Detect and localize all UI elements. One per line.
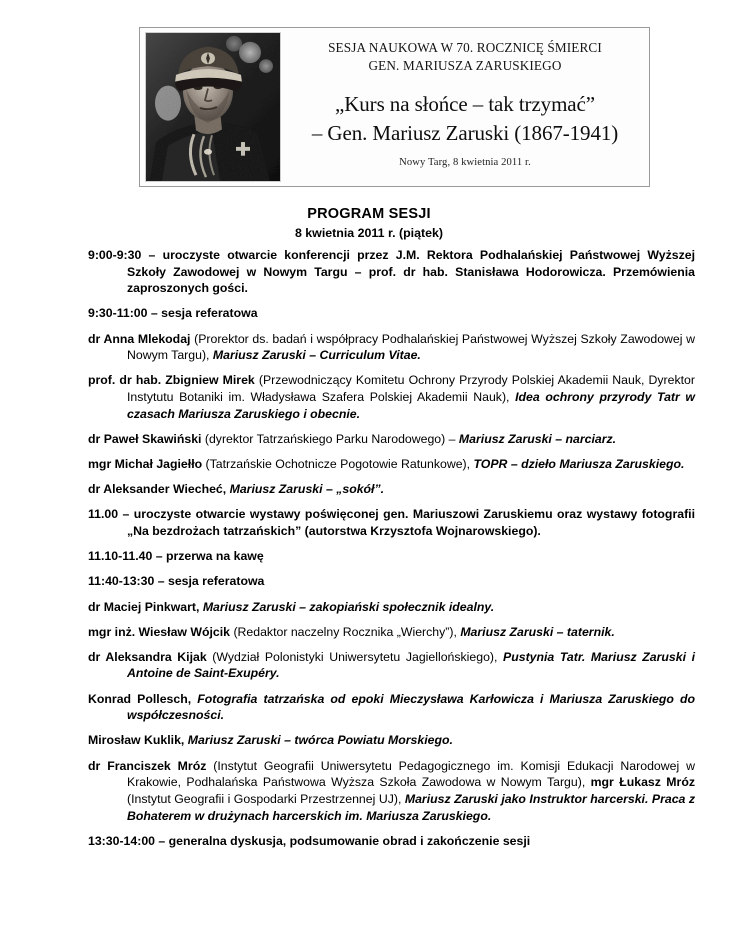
banner-heading-line-1: SESJA NAUKOWA W 70. ROCZNICĘ ŚMIERCI bbox=[328, 40, 602, 55]
program-entry-pinkwart bbox=[88, 599, 695, 616]
banner-text-block bbox=[281, 28, 649, 186]
entry-text-bold: 11.10-11.40 – przerwa na kawę bbox=[88, 549, 264, 564]
entry-text-italic: Mariusz Zaruski – zakopiański społecznik idealny. bbox=[202, 599, 495, 614]
entry-text-italic: Mariusz Zaruski – taternik. bbox=[460, 624, 615, 639]
banner-place-date: Nowy Targ, 8 kwietnia 2011 r. bbox=[399, 157, 531, 168]
banner-heading bbox=[289, 39, 641, 75]
entry-text-bold: 9:00-9:30 – uroczyste otwarcie konferencji przez J.M. Rektora Podhalańskiej Państwowej Wyższej Szkoły Zawodowej w Nowym Targu – prof. dr hab. Stanisława Hodorowicza. Przemówienia zaproszonych gości. bbox=[88, 248, 695, 296]
program-entry-pollesch bbox=[88, 691, 695, 724]
entry-text-italic: Fotografia tatrzańska od epoki Mieczysława Karłowicza i Mariusza Zaruskiego do współczesności. bbox=[127, 691, 695, 723]
entry-text-italic: Idea ochrony przyrody Tatr w czasach Mariusza Zaruskiego i obecnie. bbox=[127, 390, 695, 421]
entry-text-bold: mgr Łukasz Mróz bbox=[590, 775, 695, 790]
entry-text-bold: dr Aleksander Wiecheć, bbox=[88, 482, 230, 497]
entry-text-bold: dr Paweł Skawiński bbox=[88, 431, 205, 446]
entry-text-regular: (Redaktor naczelny Rocznika „Wierchy”), bbox=[233, 624, 461, 639]
program-entry-list bbox=[88, 247, 695, 858]
entry-text-bold: dr Maciej Pinkwart, bbox=[88, 599, 203, 614]
entry-text-regular: (dyrektor Tatrzańskiego Parku Narodowego) – bbox=[204, 431, 459, 446]
program-entry-session-2 bbox=[88, 573, 695, 590]
entry-text-italic: TOPR – dzieło Mariusza Zaruskiego. bbox=[473, 457, 685, 472]
program-entry-mlekodaj bbox=[88, 331, 695, 364]
entry-text-bold: 11:40-13:30 – sesja referatowa bbox=[88, 574, 265, 589]
entry-text-regular: (Tatrzańskie Ochotnicze Pogotowie Ratunkowe), bbox=[205, 457, 474, 472]
entry-text-bold: Mirosław Kuklik, bbox=[88, 733, 188, 748]
program-entry-kuklik bbox=[88, 732, 695, 749]
program-entry-wojcik bbox=[88, 624, 695, 641]
program-entry-skawinski bbox=[88, 431, 695, 448]
banner-quote-line-2: – Gen. Mariusz Zaruski (1867-1941) bbox=[311, 120, 619, 145]
entry-text-bold: mgr inż. Wiesław Wójcik bbox=[88, 624, 234, 639]
conference-banner bbox=[139, 27, 650, 187]
entry-text-bold: dr Franciszek Mróz bbox=[88, 758, 214, 773]
entry-text-regular: (Prorektor ds. badań i współpracy Podhalańskiej Państwowej Wyższej Szkoły Zawodowej w Nowym Targu), bbox=[127, 331, 696, 363]
entry-text-italic: Pustynia Tatr. Mariusz Zaruski i Antoine de Saint-Exupéry. bbox=[127, 649, 696, 681]
entry-text-italic: Mariusz Zaruski jako Instruktor harcerski. Praca z Bohaterem w drużynach harcerskich im. Mariusza Zaruskiego. bbox=[127, 791, 695, 823]
program-entry-kijak bbox=[88, 649, 695, 682]
banner-quote-line-1: „Kurs na słońce – tak trzymać” bbox=[335, 92, 595, 117]
program-entry-exhibition bbox=[88, 506, 695, 539]
general-zaruski-portrait-photo bbox=[145, 32, 281, 182]
entry-text-bold: 11.00 – uroczyste otwarcie wystawy poświęconej gen. Mariuszowi Zaruskiemu oraz wystawy fotografii „Na bezdrożach tatrzańskich” (autorstwa Krzysztofa Wojnarowskiego). bbox=[88, 507, 695, 539]
program-entry-mroz bbox=[88, 758, 695, 825]
entry-text-bold: mgr Michał Jagiełło bbox=[88, 457, 206, 472]
program-entry-session-1 bbox=[88, 305, 695, 322]
entry-text-bold: 13:30-14:00 – generalna dyskusja, podsumowanie obrad i zakończenie sesji bbox=[88, 833, 531, 848]
entry-text-regular: (Wydział Polonistyki Uniwersytetu Jagiellońskiego), bbox=[212, 649, 504, 664]
entry-text-italic: Mariusz Zaruski – Curriculum Vitae. bbox=[212, 348, 421, 363]
program-entry-opening bbox=[88, 247, 695, 297]
entry-text-bold: dr Aleksandra Kijak bbox=[88, 649, 213, 664]
program-entry-wiechec bbox=[88, 481, 695, 498]
entry-text-bold: 9:30-11:00 – sesja referatowa bbox=[88, 306, 258, 321]
entry-text-regular: (Przewodniczący Komitetu Ochrony Przyrody Polskiej Akademii Nauk, Dyrektor Instytutu Botaniki im. Władysława Szafera Polskiej Akademii Nauk), bbox=[127, 373, 695, 405]
entry-text-regular: (Instytut Geografii i Gospodarki Przestrzennej UJ), bbox=[127, 791, 405, 806]
program-entry-jagiello bbox=[88, 456, 695, 473]
entry-text-regular: (Instytut Geografii Uniwersytetu Pedagogicznego im. Komisji Edukacji Narodowej w Krakowie, Podhalańska Państwowa Wyższa Szkoła Zawodowa w Nowym Targu), bbox=[127, 758, 695, 790]
program-entry-mirek bbox=[88, 372, 695, 422]
entry-text-italic: Mariusz Zaruski – twórca Powiatu Morskiego. bbox=[187, 733, 453, 748]
banner-quote bbox=[289, 90, 641, 146]
entry-text-italic: Mariusz Zaruski – narciarz. bbox=[458, 431, 617, 446]
page-title: PROGRAM SESJI bbox=[307, 206, 431, 222]
entry-text-bold: Konrad Pollesch, bbox=[88, 691, 198, 706]
entry-text-italic: Mariusz Zaruski – „sokół”. bbox=[229, 482, 385, 497]
program-entry-closing bbox=[88, 833, 695, 850]
program-entry-coffee-break bbox=[88, 548, 695, 565]
page-subtitle: 8 kwietnia 2011 r. (piątek) bbox=[294, 226, 444, 240]
banner-heading-line-2: GEN. MARIUSZA ZARUSKIEGO bbox=[368, 58, 562, 74]
entry-text-bold: prof. dr hab. Zbigniew Mirek bbox=[88, 373, 259, 388]
entry-text-bold: dr Anna Mlekodaj bbox=[88, 331, 195, 346]
